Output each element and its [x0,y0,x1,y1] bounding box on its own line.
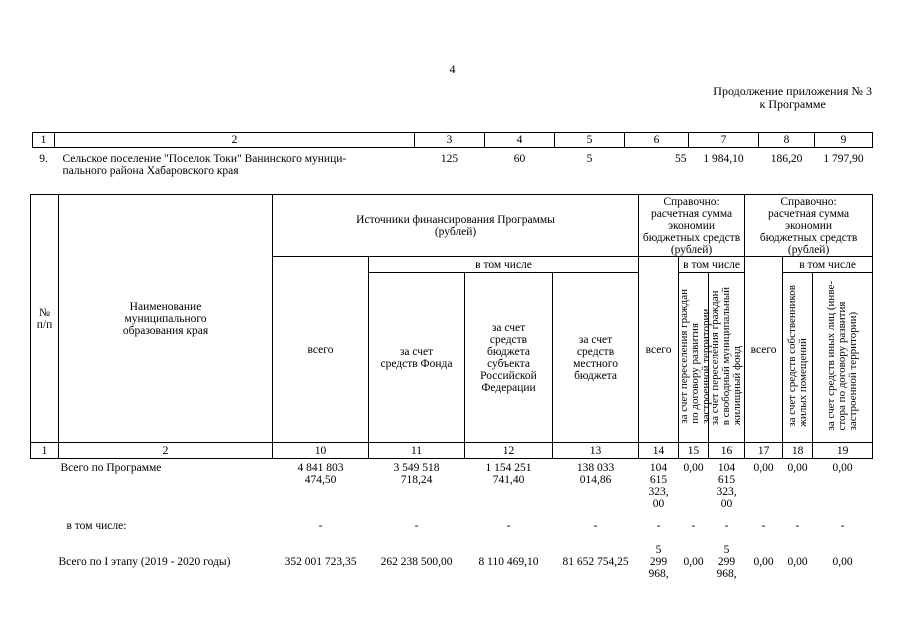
row-number: 9. [39,153,48,165]
col-number: 18 [783,443,813,459]
cell: 186,20 [770,153,803,165]
header-subject-budget: за счет средств бюджета субъекта Российской Федерации [465,273,553,443]
cell: 1 154 251 741,40 [485,462,532,486]
col-number: 16 [709,443,745,459]
continuation-note [713,85,872,111]
cell: 0,00 [832,555,853,568]
header-col19: за счет средств иных лиц (инве- стора по договору развития застроенной территории) [813,273,873,443]
cell: 5 299 968, [648,543,669,580]
header-col16: за счет переселения граждан в свободный муниципальный жилищный фонд [709,273,745,443]
col-number: 9 [815,133,873,148]
cell: 0,00 [683,462,704,474]
col-number: 7 [689,133,759,148]
cell: - [656,519,661,532]
header-including: в том числе [369,257,639,273]
table-row-stage1 [31,541,873,581]
col-number: 11 [369,443,465,459]
row-name: Всего по I этапу (2019 - 2020 годы) [58,555,231,568]
cell: 0,00 [787,462,808,474]
cell: - [840,519,845,532]
cell: 1 984,10 [703,153,744,165]
cell: 5 [586,153,593,165]
column-numbers-row [31,443,873,459]
header-col18: за счет средств собственников жилых помещений [783,273,813,443]
col-number: 3 [415,133,485,148]
row-name: в том числе: [66,519,127,532]
header-including-ref1: в том числе [679,257,745,273]
header-fund: за счет средств Фонда [369,273,465,443]
row-name: Всего по Программе [60,462,162,474]
cell: 8 110 469,10 [478,555,539,568]
table-row-total [31,459,873,517]
cell: - [795,519,800,532]
col-number: 19 [813,443,873,459]
col-number: 8 [759,133,815,148]
cell: 125 [440,153,459,165]
table-row [33,148,873,178]
header-total: всего [273,257,369,443]
cell: 0,00 [832,462,853,474]
cell: - [506,519,511,532]
cell: - [761,519,766,532]
header-including-ref2: в том числе [783,257,873,273]
header-total-ref2: всего [745,257,783,443]
page-number: 4 [449,62,456,76]
cell: 104 615 323, 00 [716,462,737,510]
header-sources: Источники финансирования Программы (рублей) [273,195,639,257]
cell: 5 299 968, [716,543,737,580]
header-total-ref1: всего [639,257,679,443]
cell: 3 549 518 718,24 [393,462,440,486]
header-number: № п/п [31,195,59,443]
cell: 352 001 723,35 [284,555,357,568]
cell: - [414,519,419,532]
cell: - [691,519,696,532]
continuation-line2: к Программе [759,97,826,111]
cell: 4 841 803 474,50 [297,462,344,486]
col-number: 2 [59,443,273,459]
cell: 81 652 754,25 [562,555,629,568]
cell: 1 797,90 [823,153,864,165]
cell: 138 033 014,86 [576,462,615,486]
col-number: 14 [639,443,679,459]
col-number: 5 [555,133,625,148]
header-name: Наименование муниципального образования края [59,195,273,443]
cell: - [593,519,598,532]
cell: 60 [513,153,526,165]
col-number: 10 [273,443,369,459]
cell: 104 615 323, 00 [648,462,669,510]
col-number: 12 [465,443,553,459]
row-name: Сельское поселение "Поселок Токи" Ванинского муници- пального района Хабаровского края [62,153,347,177]
col-number: 15 [679,443,709,459]
cell: 55 [675,153,687,165]
cell: 0,00 [753,555,774,568]
cell: 0,00 [753,462,774,474]
cell: 0,00 [683,555,704,568]
table-top-header [33,133,873,148]
table-top [32,132,873,177]
header-local-budget: за счет средств местного бюджета [553,273,639,443]
table-main [30,194,873,581]
col-number: 6 [625,133,689,148]
col-number: 2 [55,133,415,148]
cell: 0,00 [787,555,808,568]
table-row-including [31,517,873,541]
header-reference-2: Справочно: расчетная сумма экономии бюджетных средств (рублей) [745,195,873,257]
cell: - [318,519,323,532]
cell: 262 238 500,00 [380,555,453,568]
col-number: 13 [553,443,639,459]
cell: - [724,519,729,532]
col-number: 17 [745,443,783,459]
header-reference-1: Справочно: расчетная сумма экономии бюджетных средств (рублей) [639,195,745,257]
col-number: 1 [31,443,59,459]
col-number: 4 [485,133,555,148]
continuation-line1: Продолжение приложения № 3 [713,84,872,98]
header-col15: за счет переселения граждан по договору развития застроенной территории [679,273,709,443]
col-number: 1 [33,133,55,148]
